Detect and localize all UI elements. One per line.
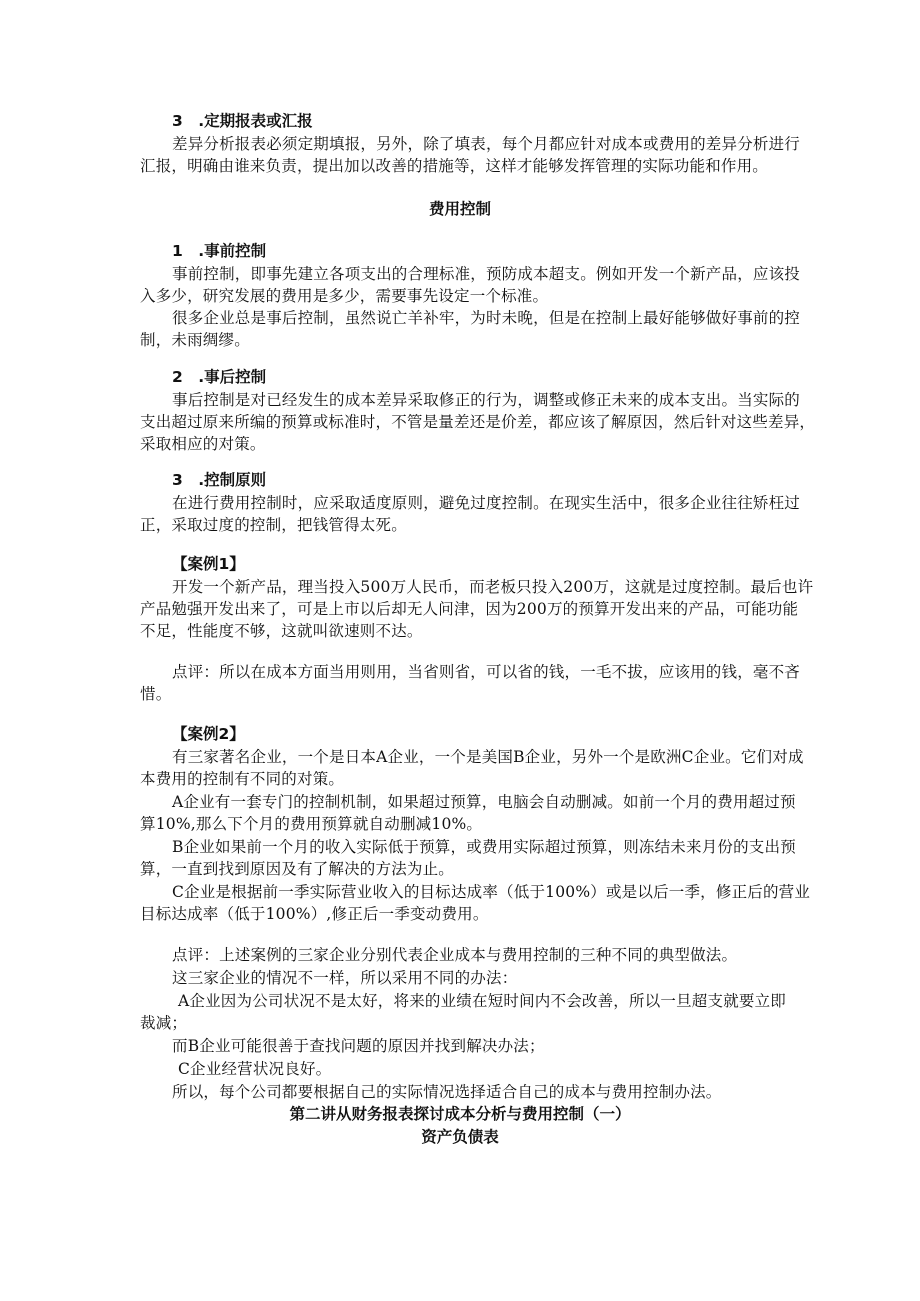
paragraph-line: 算10%,那么下个月的费用预算就自动删减10%。 — [140, 815, 483, 833]
paragraph-line: 算，一直到找到原因及有了解决的方法为止。 — [140, 860, 455, 878]
paragraph-line: 差异分析报表必须定期填报，另外，除了填表，每个月都应针对成本或费用的差异分析进行 — [172, 135, 801, 153]
paragraph-line: A企业有一套专门的控制机制，如果超过预算，电脑会自动删减。如前一个月的费用超过预 — [172, 793, 796, 811]
section-title-fee-control: 费用控制 — [428, 200, 491, 218]
paragraph-line: 入多少，研究发展的费用是多少，需要事先设定一个标准。 — [140, 287, 549, 305]
paragraph-line: 采取相应的对策。 — [140, 435, 266, 453]
paragraph-line: 有三家著名企业，一个是日本A企业，一个是美国B企业，另外一个是欧洲C企业。它们对成 — [172, 748, 804, 766]
section-heading-periodic-report: 3 .定期报表或汇报 — [172, 112, 313, 130]
subheading-post-control: 2 .事后控制 — [172, 368, 267, 386]
paragraph-line: 事后控制是对已经发生的成本差异采取修正的行为，调整或修正未来的成本支出。当实际的 — [172, 391, 801, 409]
paragraph-line: C企业是根据前一季实际营业收入的目标达成率（低于100%）或是以后一季，修正后的营业 — [172, 883, 811, 901]
paragraph-line: 正，采取过度的控制，把钱管得太死。 — [140, 516, 407, 534]
comment-line: A企业因为公司状况不是太好，将来的业绩在短时间内不会改善，所以一旦超支就要立即 — [178, 992, 786, 1010]
comment-line: C企业经营状况良好。 — [178, 1060, 332, 1078]
case-label-2: 【案例2】 — [172, 725, 245, 743]
comment-line: 而B企业可能很善于查找问题的原因并找到解决办法； — [172, 1037, 545, 1055]
paragraph-line: 支出超过原来所编的预算或标准时，不管是量差还是价差，都应该了解原因，然后针对这些差异， — [140, 413, 816, 431]
comment-line: 所以，每个公司都要根据自己的实际情况选择适合自己的成本与费用控制办法。 — [172, 1083, 722, 1101]
paragraph-line: 目标达成率（低于100%）,修正后一季变动费用。 — [140, 905, 489, 923]
paragraph-line: 在进行费用控制时，应采取适度原则，避免过度控制。在现实生活中，很多企业往往矫枉过 — [172, 494, 801, 512]
paragraph-line: 事前控制，即事先建立各项支出的合理标准，预防成本超支。例如开发一个新产品，应该投 — [172, 265, 801, 283]
subheading-pre-control: 1 .事前控制 — [172, 242, 267, 260]
case-label-1: 【案例1】 — [172, 555, 245, 573]
comment-line: 点评：上述案例的三家企业分别代表企业成本与费用控制的三种不同的典型做法。 — [172, 946, 738, 964]
subheading-control-principle: 3 .控制原则 — [172, 471, 267, 489]
paragraph-line: 本费用的控制有不同的对策。 — [140, 770, 345, 788]
balance-sheet-title: 资产负债表 — [421, 1128, 499, 1146]
paragraph-line: 制，未雨绸缪。 — [140, 331, 250, 349]
paragraph-line: 产品勉强开发出来了，可是上市以后却无人问津，因为200万的预算开发出来的产品，可能功能 — [140, 600, 799, 618]
paragraph-line: 开发一个新产品，理当投入500万人民币，而老板只投入200万，这就是过度控制。最后也许 — [172, 578, 814, 596]
lecture-title: 第二讲从财务报表探讨成本分析与费用控制（一） — [289, 1105, 631, 1123]
paragraph-line: B企业如果前一个月的收入实际低于预算，或费用实际超过预算，则冻结未来月份的支出预 — [172, 838, 796, 856]
comment-line: 这三家企业的情况不一样，所以采用不同的办法： — [172, 969, 518, 987]
paragraph-line: 汇报，明确由谁来负责，提出加以改善的措施等，这样才能够发挥管理的实际功能和作用。 — [140, 157, 769, 175]
comment-line: 惜。 — [140, 685, 172, 703]
comment-line: 点评：所以在成本方面当用则用，当省则省，可以省的钱，一毛不拔，应该用的钱，毫不吝 — [172, 663, 801, 681]
comment-line: 裁减； — [140, 1014, 188, 1032]
paragraph-line: 不足，性能度不够，这就叫欲速则不达。 — [140, 622, 423, 640]
paragraph-line: 很多企业总是事后控制，虽然说亡羊补牢，为时未晚，但是在控制上最好能够做好事前的控 — [172, 309, 801, 327]
